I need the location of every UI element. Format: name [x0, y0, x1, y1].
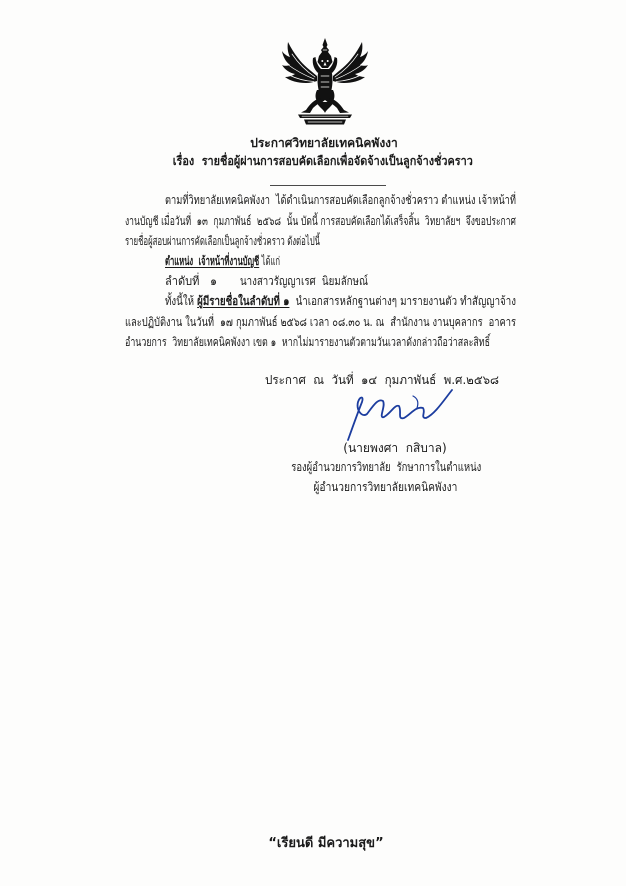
intro-line-2-text: งานบัญชี เมื่อวันที่ ๑๓ กุมภาพันธ์ ๒๕๖๘ นั้น บัดนี้ การสอบคัดเลือกได้เสร็จสิ้น วิทยาลัยฯ จึงขอประกาศ [125, 214, 516, 228]
position-heading: ตำแหน่ง เจ้าหน้าที่งานบัญชี [165, 254, 260, 268]
instruction-line-2 [125, 314, 516, 330]
announcement-title [249, 135, 399, 151]
signatory-title-1 [291, 459, 481, 475]
instruction-rest: นำเอกสารหลักฐานต่างๆ มารายงานตัว ทำสัญญาจ้าง [295, 294, 516, 308]
signatory-name [343, 440, 447, 456]
candidate-name [240, 273, 368, 289]
position-line [165, 253, 280, 269]
subject-label: เรื่อง [173, 154, 195, 168]
candidate-rank [165, 273, 217, 289]
announcement-date-text: ประกาศ ณ วันที่ ๑๔ กุมภาพันธ์ พ.ศ.๒๕๖๘ [265, 373, 499, 387]
signatory-title-2-text: ผู้อำนวยการวิทยาลัยเทคนิคพังงา [313, 480, 457, 494]
intro-line-3-text: รายชื่อผู้สอบผ่านการคัดเลือกเป็นลูกจ้างชั่วคราว ดังต่อไปนี้ [125, 234, 320, 248]
position-suffix: ได้แก่ [261, 254, 280, 268]
signatory-title-2 [313, 479, 457, 495]
rank-number: ๑ [209, 274, 217, 288]
signatory-name-text: (นายพงศา กสิบาล) [343, 441, 447, 455]
subject-line [173, 153, 473, 169]
instruction-line-2-text: และปฏิบัติงาน ในวันที่ ๑๗ กุมภาพันธ์ ๒๕๖๘ เวลา ๐๘.๓๐ น. ณ สำนักงาน งานบุคลากร อาคาร [125, 315, 516, 329]
garuda-emblem [280, 36, 370, 128]
intro-line-1-text: ตามที่วิทยาลัยเทคนิคพังงา ได้ดำเนินการสอบคัดเลือกลูกจ้างชั่วคราว ตำแหน่ง เจ้าหน้าที่ [165, 193, 516, 207]
signatory-title-1-text: รองผู้อำนวยการวิทยาลัย รักษาการในตำแหน่ง [291, 460, 482, 474]
announcement-title-text: ประกาศวิทยาลัยเทคนิคพังงา [250, 136, 398, 150]
subject-text: รายชื่อผู้ผ่านการสอบคัดเลือกเพื่อจัดจ้างเป็นลูกจ้างชั่วคราว [201, 154, 474, 168]
intro-line-2 [125, 213, 516, 229]
instruction-line-1 [165, 293, 516, 309]
footer-motto [266, 836, 386, 852]
candidate-name-text: นางสาวรัญญาเรศ นิยมลักษณ์ [240, 274, 368, 288]
header-divider [270, 185, 386, 186]
intro-line-1 [165, 192, 516, 208]
intro-line-3 [125, 233, 320, 249]
instruction-emphasis: ผู้มีรายชื่อในลำดับที่ ๑ [197, 294, 290, 308]
instruction-line-3 [125, 334, 490, 350]
instruction-lead: ทั้งนี้ให้ [165, 294, 195, 308]
instruction-line-3-text: อำนวยการ วิทยาลัยเทคนิคพังงา เขต ๑ หากไม่มารายงานตัวตามวันเวลาดังกล่าวถือว่าสละสิทธิ์ [125, 335, 490, 349]
rank-label: ลำดับที่ [165, 274, 200, 288]
signature [343, 386, 455, 444]
footer-motto-text: “เรียนดี มีความสุข” [268, 836, 384, 851]
